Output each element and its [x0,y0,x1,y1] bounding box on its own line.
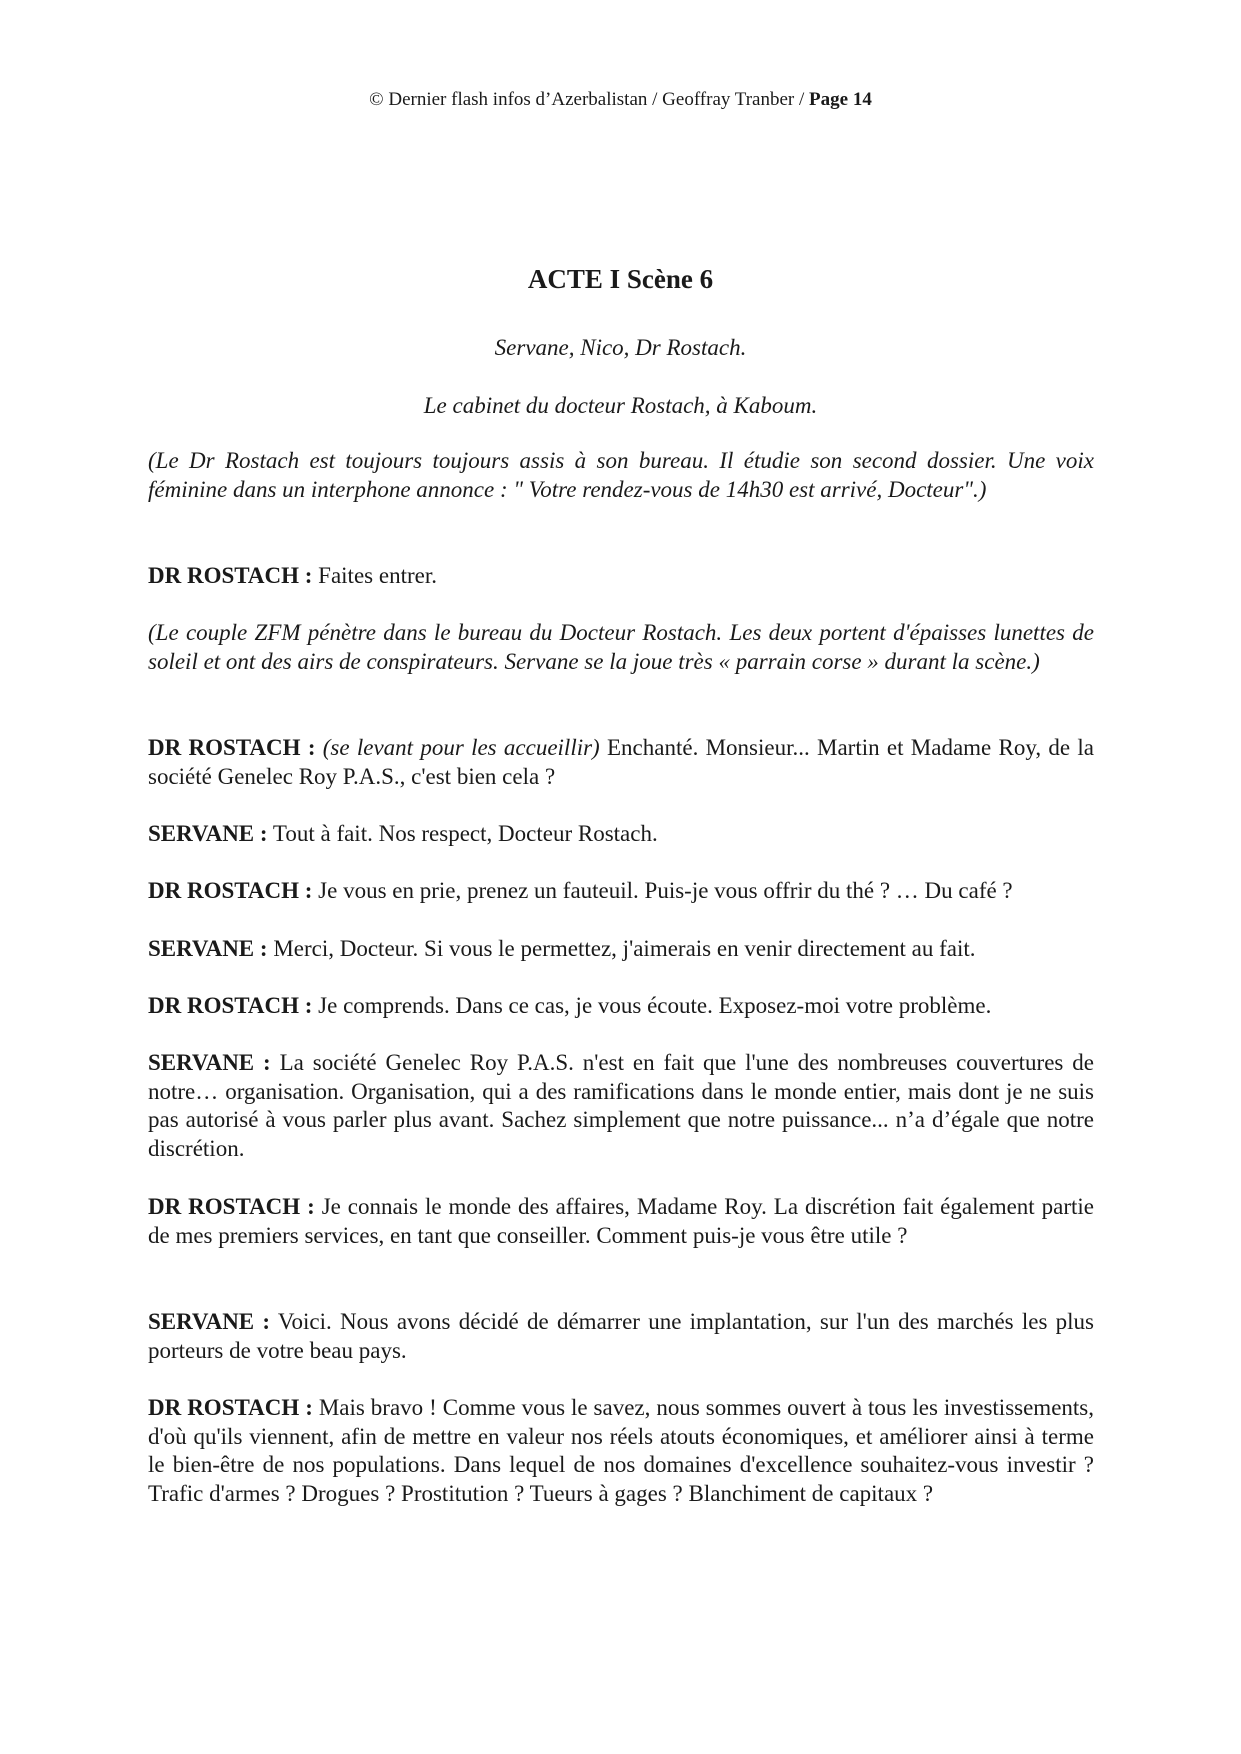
speaker-name: DR ROSTACH : [148,878,313,903]
dialogue-line [148,1308,1094,1365]
dialogue-text: Je comprends. Dans ce cas, je vous écoute. Exposez-moi votre problème. [312,993,992,1018]
dialogue-line [148,820,1094,849]
speaker-name: DR ROSTACH : [148,563,313,588]
scene-title: ACTE I Scène 6 [527,264,714,294]
speaker-name: DR ROSTACH : [148,993,313,1018]
dialogue-text: Voici. Nous avons décidé de démarrer une implantation, sur l'un des marchés les plus porteurs de votre beau pays. [148,1309,1094,1363]
speaker-name: DR ROSTACH : [148,1194,315,1219]
dialogue-line [148,562,1094,591]
dialogue-line [148,1193,1094,1250]
dialogue-line [148,992,1094,1021]
dialogue-line [148,877,1094,906]
dialogue-text: Je vous en prie, prenez un fauteuil. Puis-je vous offrir du thé ? … Du café ? [312,878,1013,903]
page-number: Page 14 [809,89,872,110]
dialogue-line [148,935,1094,964]
character-list: Servane, Nico, Dr Rostach. [494,335,747,360]
page-header [0,88,1241,112]
dialogue-line [148,1049,1094,1163]
dialogue-text: Faites entrer. [312,563,437,588]
speaker-name: SERVANE : [148,821,268,846]
speaker-name: SERVANE : [148,1050,271,1075]
scene-setting: Le cabinet du docteur Rostach, à Kaboum. [423,393,818,418]
header-text: © Dernier flash infos d’Azerbalistan / Geoffray Tranber / [369,89,810,110]
dialogue-line [148,734,1094,791]
stage-direction: (Le Dr Rostach est toujours toujours assis à son bureau. Il étudie son second dossier. Une voix féminine dans un interphone annonce : " Votre rendez-vous de 14h30 est arrivé, Docteur".) [148,448,1094,502]
dialogue-text: Tout à fait. Nos respect, Docteur Rostach. [267,821,658,846]
dialogue-text: La société Genelec Roy P.A.S. n'est en fait que l'une des nombreuses couvertures de notre… organisation. Organisation, qui a des ramifications dans le monde entier, mais dont je ne suis pas autorisé à vous parler plus avant. Sachez simplement que notre puissance... n’a d’égale que notre discrétion. [148,1050,1094,1161]
speaker-name: DR ROSTACH : [148,1395,313,1420]
dialogue-line [148,1394,1094,1508]
dialogue-text: Enchanté. Monsieur... Martin et Madame Roy, de la société Genelec Roy P.A.S., c'est bien cela ? [148,735,1095,789]
speaker-name: DR ROSTACH : [148,735,316,760]
dialogue-text: Merci, Docteur. Si vous le permettez, j'aimerais en venir directement au fait. [267,936,976,961]
speaker-name: SERVANE : [148,1309,271,1334]
actor-direction: (se levant pour les accueillir) [315,735,600,760]
speaker-name: SERVANE : [148,936,268,961]
dialogue-text: Je connais le monde des affaires, Madame Roy. La discrétion fait également partie de mes premiers services, en tant que conseiller. Comment puis-je vous être utile ? [148,1194,1094,1248]
stage-direction: (Le couple ZFM pénètre dans le bureau du Docteur Rostach. Les deux portent d'épaisses lunettes de soleil et ont des airs de conspirateurs. Servane se la joue très « parrain corse » durant la scène.) [148,620,1094,674]
dialogue-text: Mais bravo ! Comme vous le savez, nous sommes ouvert à tous les investissements, d'où qu'ils viennent, afin de mettre en valeur nos réels atouts économiques, et améliorer ainsi à terme le bien-être de nos populations. Dans lequel de nos domaines d'excellence souhaitez-vous investir ? Trafic d'armes ? Drogues ? Prostitution ? Tueurs à gages ? Blanchiment de capitaux ? [148,1395,1094,1506]
